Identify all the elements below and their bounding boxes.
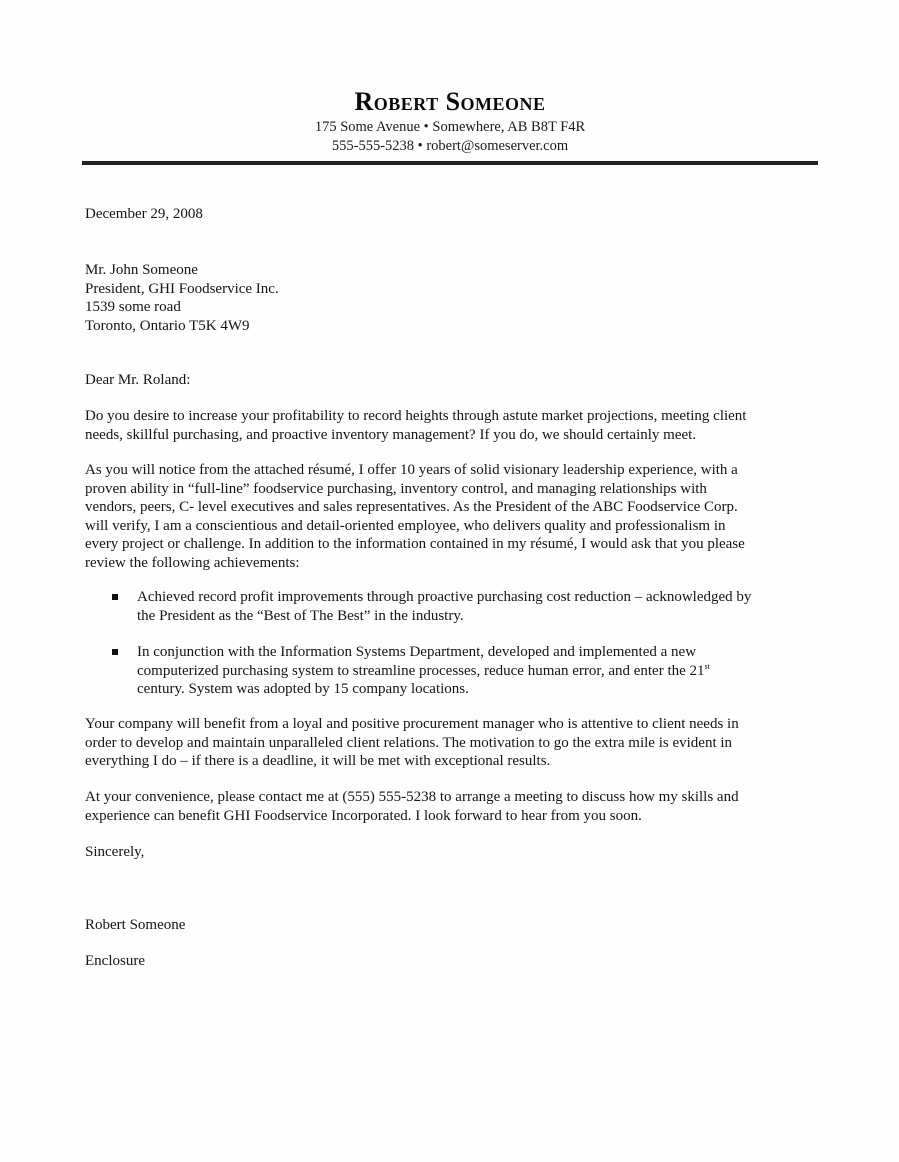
paragraph-3 bbox=[85, 715, 820, 771]
closing: Sincerely, bbox=[85, 844, 145, 860]
paragraph-line: every project or challenge. In addition to the information contained in my résumé, I would ask that you please bbox=[85, 536, 745, 552]
paragraph-2 bbox=[85, 461, 820, 572]
recipient-street: 1539 some road bbox=[85, 299, 181, 315]
paragraph-line: order to develop and maintain unparalleled client relations. The motivation to go the extra mile is evident in bbox=[85, 734, 733, 751]
achievement-line: century. System was adopted by 15 company locations. bbox=[137, 681, 469, 697]
paragraph-4 bbox=[85, 788, 820, 825]
paragraph-line: everything I do – if there is a deadline, it will be met with exceptional results. bbox=[85, 753, 551, 769]
bullet-square-icon bbox=[112, 649, 118, 655]
paragraph-line: Your company will benefit from a loyal and positive procurement manager who is attentive to client needs in bbox=[85, 716, 739, 732]
achievement-line-with-superscript bbox=[137, 662, 827, 681]
achievement-line: Achieved record profit improvements through proactive purchasing cost reduction – acknowledged by bbox=[137, 589, 752, 605]
paragraph-line: At your convenience, please contact me at (555) 555-5238 to arrange a meeting to discuss how my skills and bbox=[85, 789, 739, 805]
paragraph-line: proven ability in “full-line” foodservice purchasing, inventory control, and managing relationships with bbox=[85, 480, 707, 497]
letterhead bbox=[82, 86, 818, 156]
ordinal-superscript: st bbox=[704, 661, 710, 671]
paragraph-1 bbox=[85, 407, 820, 444]
bullet-square-icon bbox=[112, 594, 118, 600]
sender-contact: 555-555-5238 • robert@someserver.com bbox=[331, 138, 569, 154]
recipient-title: President, GHI Foodservice Inc. bbox=[85, 280, 279, 297]
achievement-line: In conjunction with the Information Systems Department, developed and implemented a new bbox=[137, 644, 697, 660]
achievement-text: computerized purchasing system to streamline processes, reduce human error, and enter the 21 bbox=[137, 662, 705, 679]
achievement-line: the President as the “Best of The Best” in the industry. bbox=[137, 607, 464, 624]
paragraph-line: needs, skillful purchasing, and proactive inventory management? If you do, we should certainly meet. bbox=[85, 426, 697, 443]
signature-name: Robert Someone bbox=[85, 917, 186, 933]
paragraph-line: vendors, peers, C- level executives and sales representatives. As the President of the ABC Foodservice Corp. bbox=[85, 499, 738, 515]
recipient-city: Toronto, Ontario T5K 4W9 bbox=[85, 317, 250, 334]
sender-name: Robert Someone bbox=[354, 87, 546, 116]
enclosure-note: Enclosure bbox=[85, 953, 145, 969]
paragraph-line: As you will notice from the attached résumé, I offer 10 years of solid visionary leadership experience, with a bbox=[85, 462, 738, 478]
paragraph-line: experience can benefit GHI Foodservice Incorporated. I look forward to hear from you soon. bbox=[85, 807, 642, 824]
header-divider bbox=[82, 161, 818, 165]
letter-date: December 29, 2008 bbox=[85, 206, 203, 222]
paragraph-line: will verify, I am a conscientious and detail-oriented employee, who delivers quality and professionalism in bbox=[85, 517, 726, 534]
recipient-address bbox=[85, 261, 820, 335]
salutation: Dear Mr. Roland: bbox=[85, 372, 191, 388]
sender-address: 175 Some Avenue • Somewhere, AB B8T F4R bbox=[314, 119, 586, 135]
paragraph-line: review the following achievements: bbox=[85, 554, 300, 571]
paragraph-line: Do you desire to increase your profitability to record heights through astute market projections, meeting client bbox=[85, 408, 747, 424]
recipient-name: Mr. John Someone bbox=[85, 262, 198, 278]
